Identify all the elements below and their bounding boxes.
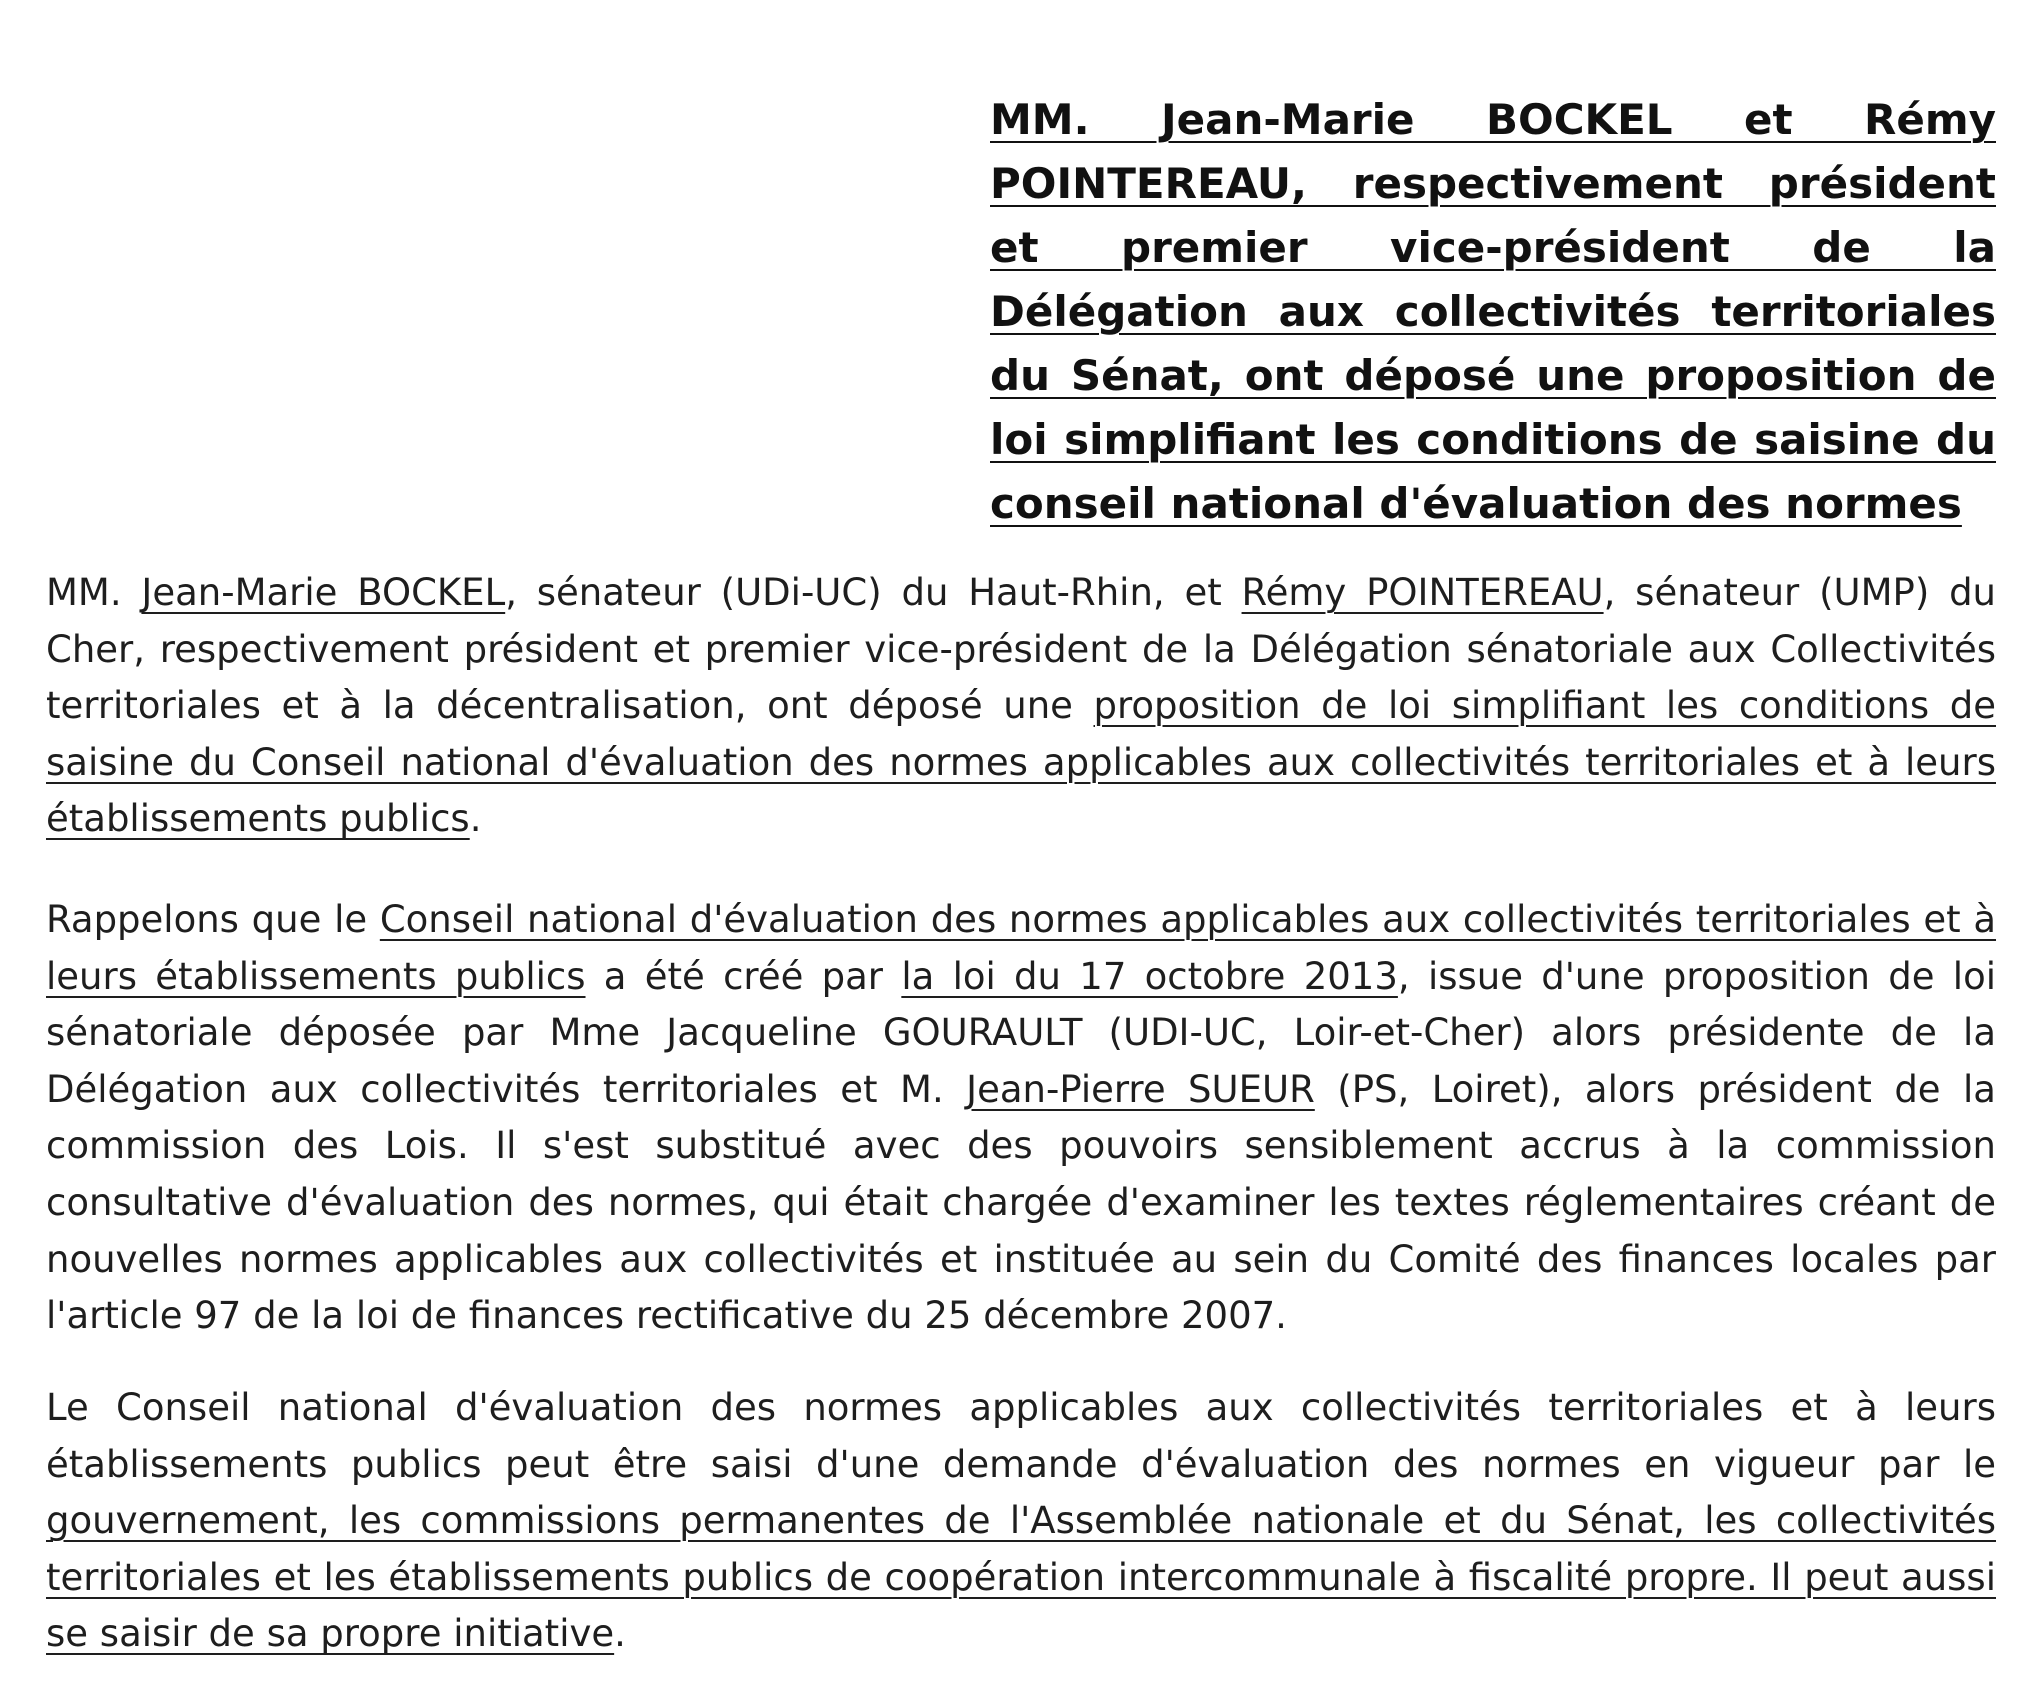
text-run: . xyxy=(614,1612,626,1656)
heading-text: MM. Jean-Marie BOCKEL et Rémy POINTEREAU, respectivement président et premier vice-président de la Délégation aux collectivités territoriales du Sénat, ont déposé une proposition de loi simplifiant les conditions de saisine du conseil national d'évaluation des normes xyxy=(990,95,1996,528)
underlined-text-run: Jean-Pierre SUEUR xyxy=(966,1067,1315,1111)
underlined-text-run: Conseil national d'évaluation des normes applicables aux collectivités territoriales et à leurs établissements publics xyxy=(46,898,1997,998)
text-run: , sénateur (UDi-UC) du Haut-Rhin, et xyxy=(505,571,1242,614)
paragraph-3 xyxy=(46,1380,1996,1663)
text-run: Rappelons que le xyxy=(46,898,380,941)
text-run: a été créé par xyxy=(585,954,902,998)
text-run: Le Conseil national d'évaluation des normes applicables aux collectivités territoriales et à leurs établissements publics peut être saisi d'une demande d'évaluation des normes en vigueur par le xyxy=(46,1386,1996,1486)
text-run: , issue d'une proposition de loi sénatoriale déposée par Mme Jacqueline GOURAULT (UDI-UC, Loir-et-Cher) alors présidente de la Délégation aux collectivités territoriales et M. xyxy=(46,954,1996,1111)
paragraph-1 xyxy=(46,565,1996,848)
text-run: (PS, Loiret), alors président de la commission des Lois. Il s'est substitué avec des pouvoirs sensiblement accrus à la commission consultative d'évaluation des normes, qui était chargée d'examiner les textes réglementaires créant de nouvelles normes applicables aux collectivités et instituée au sein du Comité des finances locales par l'article 97 de la loi de finances rectificative du 25 décembre 2007. xyxy=(46,1067,1996,1338)
document-heading xyxy=(990,88,1996,536)
underlined-text-run: proposition de loi simplifiant les conditions de saisine du Conseil national d'évaluation des normes applicables aux collectivités territoriales et à leurs établissements publics xyxy=(46,684,1996,841)
underlined-text-run: Rémy POINTEREAU xyxy=(1241,571,1604,614)
paragraph-2 xyxy=(46,892,1996,1345)
text-run: , sénateur (UMP) du Cher, respectivement président et premier vice-président de la Délégation sénatoriale aux Collectivités territoriales et à la décentralisation, ont déposé une xyxy=(46,571,1996,728)
underlined-text-run: gouvernement, les commissions permanentes de l'Assemblée nationale et du Sénat, les collectivités territoriales et les établissements publics de coopération intercommunale à fiscalité propre. Il peut aussi se saisir de sa propre initiative xyxy=(46,1499,1996,1656)
text-run: . xyxy=(469,797,482,841)
underlined-text-run: Jean-Marie BOCKEL xyxy=(141,571,506,614)
underlined-text-run: la loi du 17 octobre 2013 xyxy=(901,954,1398,998)
text-run: MM. xyxy=(46,571,142,614)
